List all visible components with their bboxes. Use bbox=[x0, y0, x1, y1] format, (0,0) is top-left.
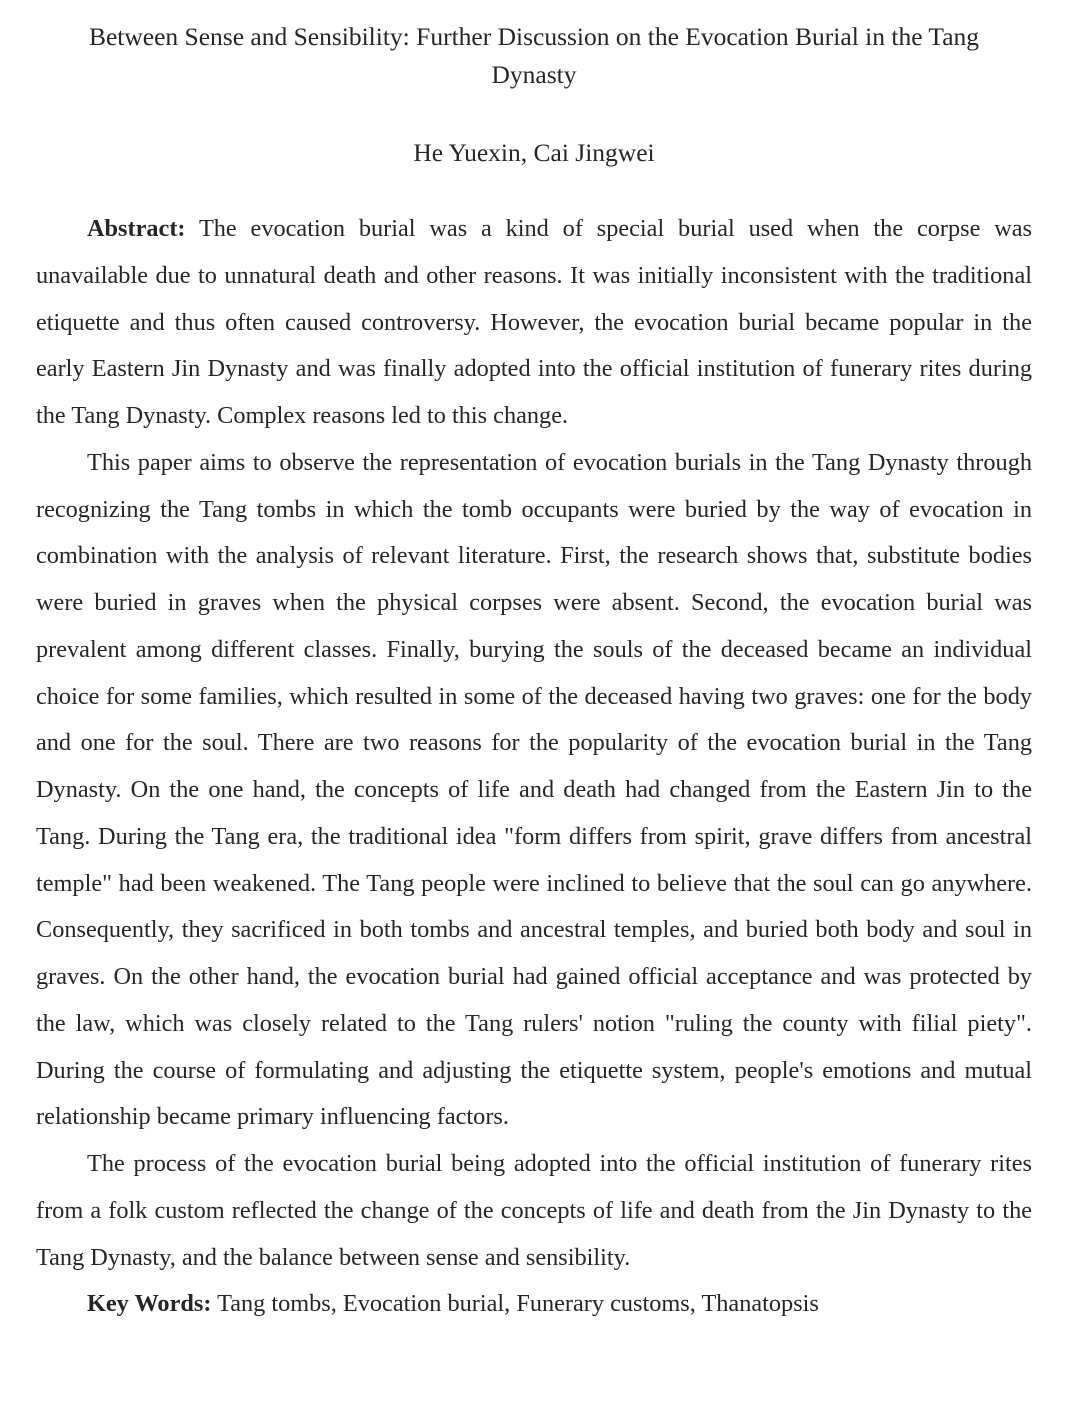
keywords-paragraph bbox=[36, 1281, 1032, 1328]
paper-page bbox=[36, 0, 1032, 1328]
abstract-paragraph-2: This paper aims to observe the representation of evocation burials in the Tang Dynasty through recognizing the Tang tombs in which the tomb occupants were buried by the way of evocation in combination with the analysis of relevant literature. First, the research shows that, substitute bodies were buried in graves when the physical corpses were absent. Second, the evocation burial was prevalent among different classes. Finally, burying the souls of the deceased became an individual choice for some families, which resulted in some of the deceased having two graves: one for the body and one for the soul. There are two reasons for the popularity of the evocation burial in the Tang Dynasty. On the one hand, the concepts of life and death had changed from the Eastern Jin to the Tang. During the Tang era, the traditional idea "form differs from spirit, grave differs from ancestral temple" had been weakened. The Tang people were inclined to believe that the soul can go anywhere. Consequently, they sacrificed in both tombs and ancestral temples, and buried both body and soul in graves. On the other hand, the evocation burial had gained official acceptance and was protected by the law, which was closely related to the Tang rulers' notion "ruling the county with filial piety". During the course of formulating and adjusting the etiquette system, people's emotions and mutual relationship became primary influencing factors. bbox=[36, 448, 1032, 1131]
abstract-paragraph-3: The process of the evocation burial being adopted into the official institution of funerary rites from a folk custom reflected the change of the concepts of life and death from the Jin Dynasty to the Tang Dynasty, and the balance between sense and sensibility. bbox=[36, 1150, 1032, 1271]
paper-title: Between Sense and Sensibility: Further Discussion on the Evocation Burial in the Tang Dynasty bbox=[88, 22, 980, 89]
abstract-text-1: The evocation burial was a kind of special burial used when the corpse was unavailable due to unnatural death and other reasons. It was initially inconsistent with the traditional etiquette and thus often caused controversy. However, the evocation burial became popular in the early Eastern Jin Dynasty and was finally adopted into the official institution of funerary rites during the Tang Dynasty. Complex reasons led to this change. bbox=[36, 215, 1033, 429]
keywords-text: Tang tombs, Evocation burial, Funerary customs, Thanatopsis bbox=[217, 1290, 819, 1318]
abstract-section bbox=[36, 206, 1032, 1328]
abstract-paragraph-1 bbox=[36, 206, 1032, 440]
paper-authors: He Yuexin, Cai Jingwei bbox=[413, 138, 655, 167]
abstract-label: Abstract: bbox=[87, 215, 186, 242]
keywords-label: Key Words: bbox=[87, 1290, 212, 1318]
